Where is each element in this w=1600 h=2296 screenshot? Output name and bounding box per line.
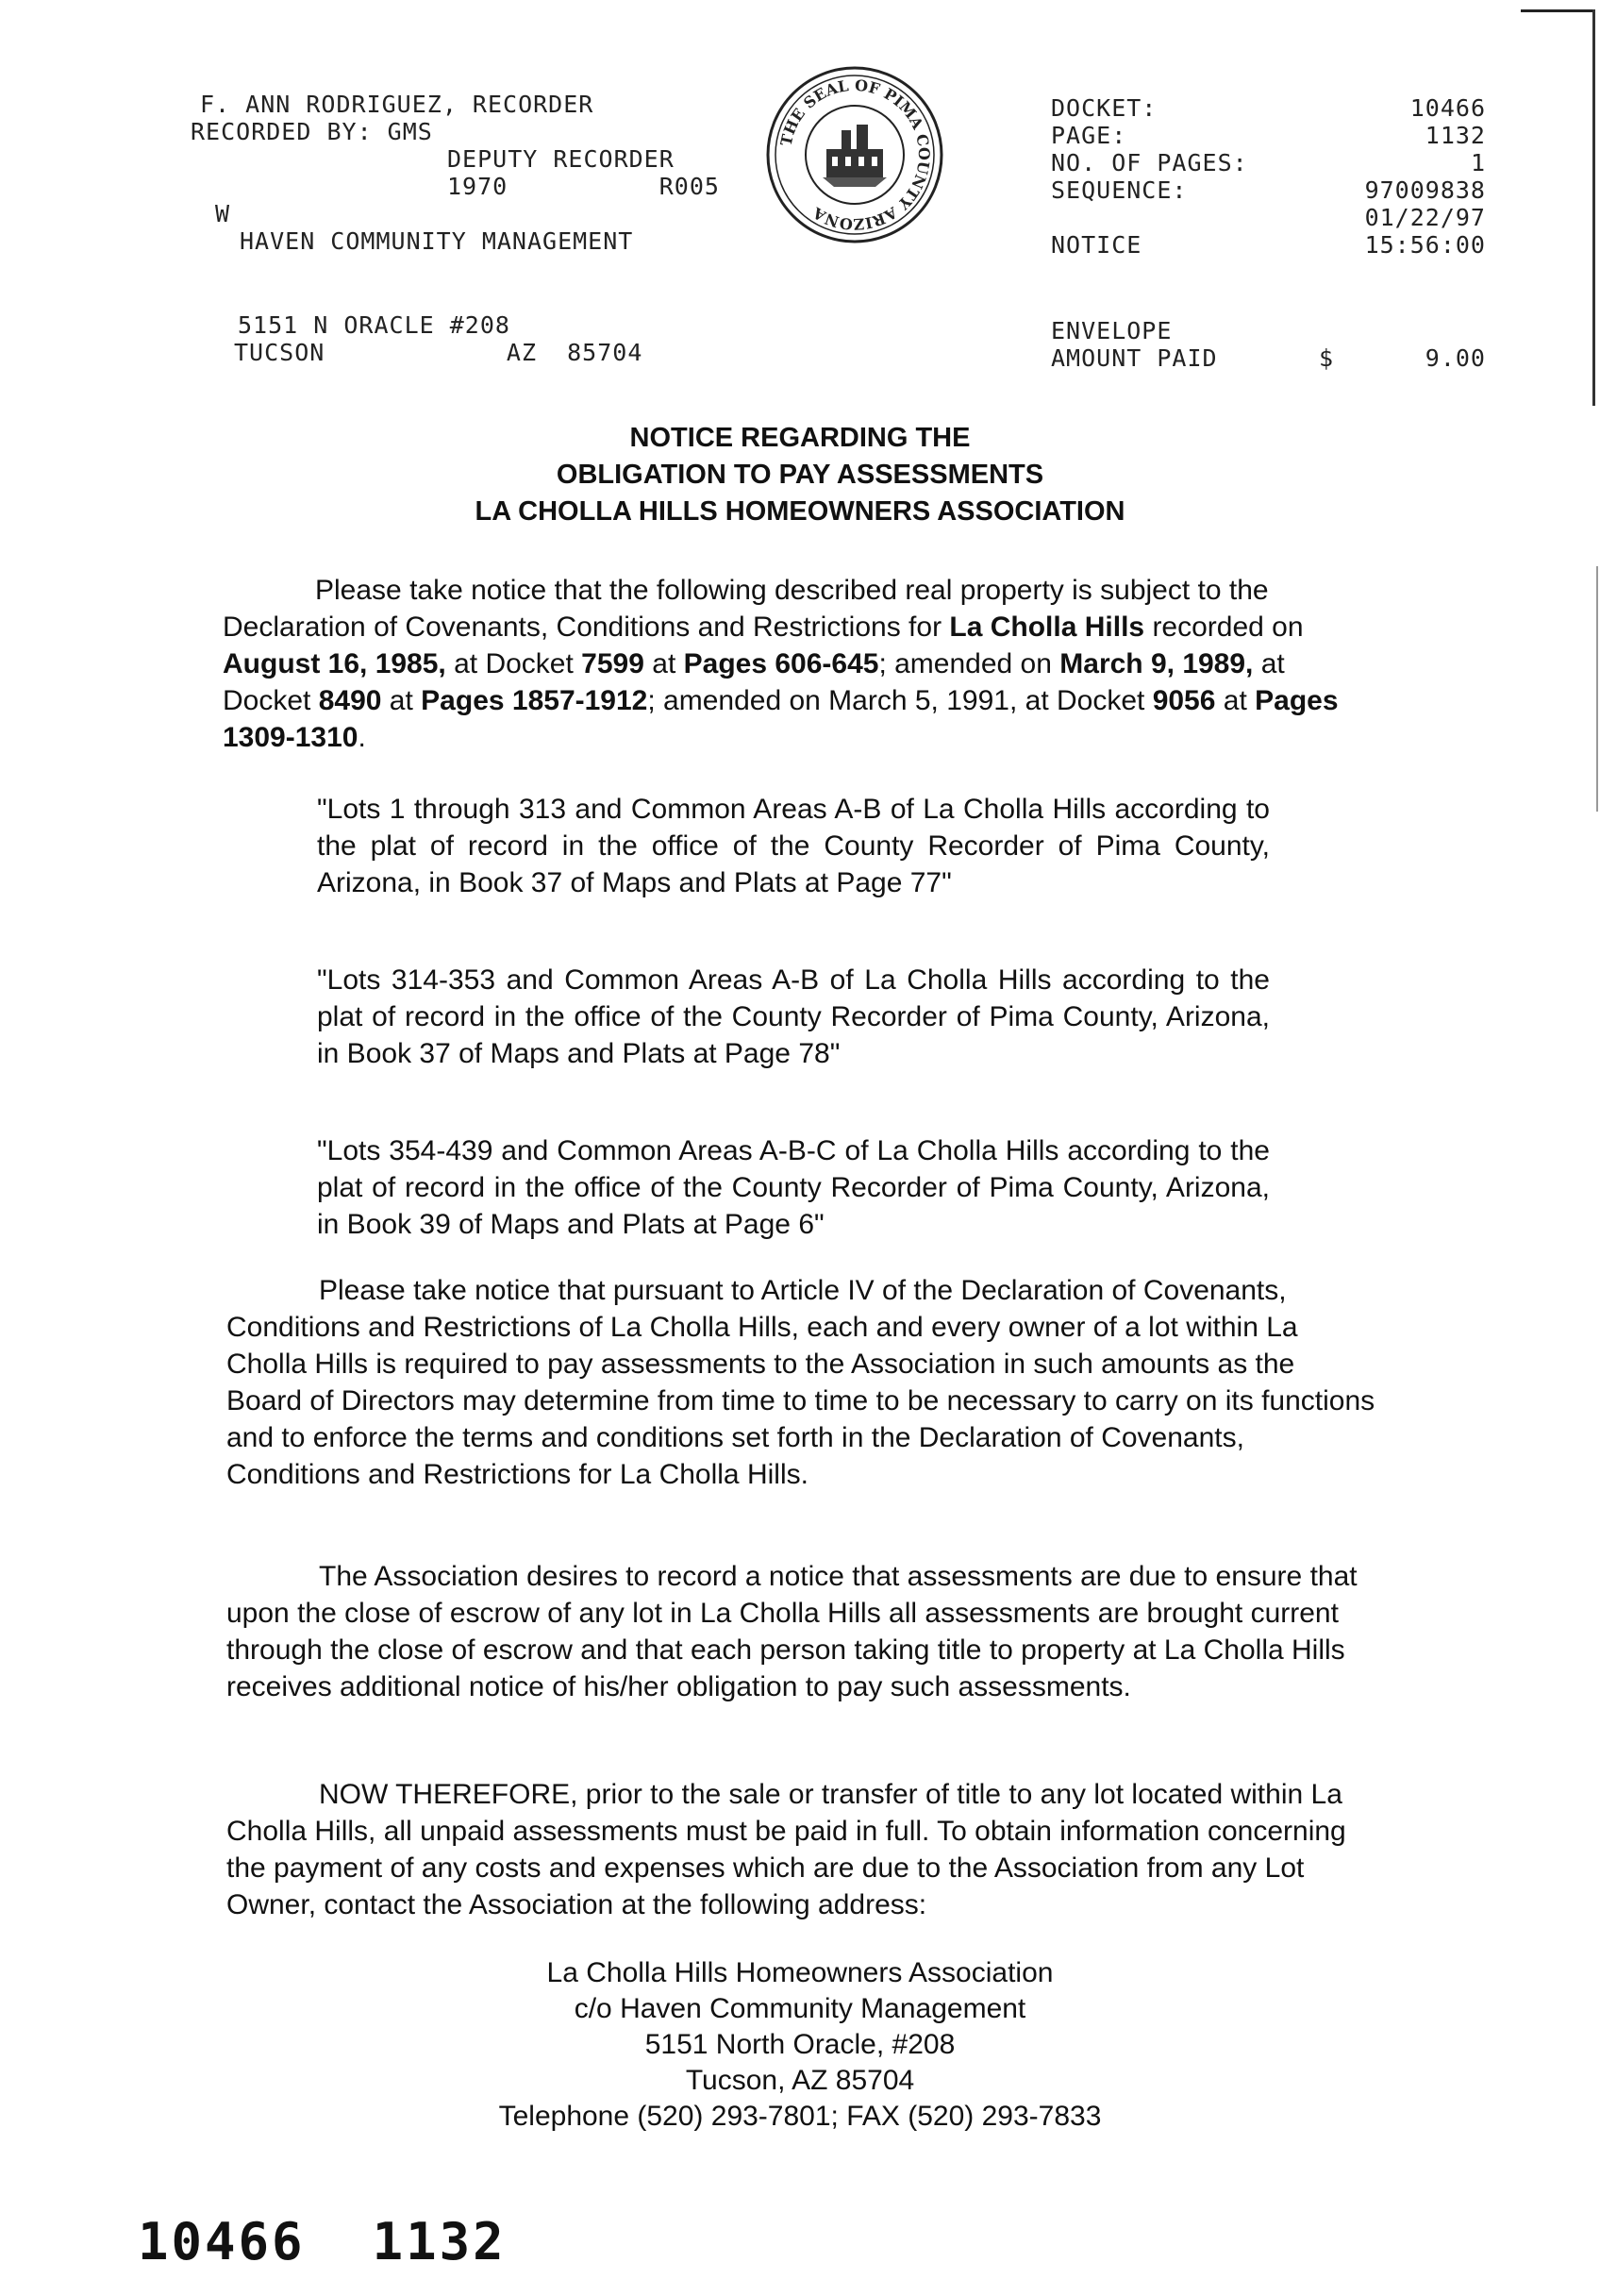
- value-date: 01/22/97: [1364, 204, 1486, 231]
- para2-text: Please take notice that pursuant to Article IV of the Declaration of Covenants, Conditions and Restrictions of La Cholla Hills, each and every owner of a lot within La Cholla Hills is required to pay assessments to the Association in such amounts as the Board of Directors may determine from time to time to be necessary to carry on its functions and to enforce the terms and conditions set forth in the Declaration of Covenants, Conditions and Restrictions for La Cholla Hills.: [226, 1275, 1375, 1490]
- amount-paid-value: 9.00: [1425, 344, 1486, 372]
- notice-title: [283, 420, 1317, 530]
- contact-line-3: 5151 North Oracle, #208: [644, 2029, 956, 2060]
- dollar-sign: $: [1319, 344, 1334, 372]
- para1-bold-pages: Pages 606-645: [683, 648, 879, 679]
- scan-edge-vertical: [1592, 9, 1595, 406]
- label-notice: NOTICE: [1051, 231, 1142, 259]
- envelope-label: ENVELOPE: [1051, 317, 1173, 344]
- address-line-1: 5151 N ORACLE #208: [238, 311, 510, 339]
- association-contact: [283, 1955, 1317, 2135]
- label-sequence: SEQUENCE:: [1051, 176, 1188, 204]
- envelope-block: [1051, 317, 1218, 372]
- para1-bold-date: August 16, 1985,: [223, 648, 446, 679]
- contact-line-4: Tucson, AZ 85704: [685, 2065, 915, 2096]
- para1-text: at Docket: [223, 648, 1285, 716]
- para1-bold-docket: 9056: [1152, 685, 1216, 716]
- paragraph-article-iv: [226, 1272, 1375, 1493]
- paragraph-declaration: [223, 572, 1374, 756]
- para1-text: recorded on: [1144, 612, 1304, 643]
- contact-line-1: La Cholla Hills Homeowners Association: [546, 1957, 1054, 1988]
- title-line-2: OBLIGATION TO PAY ASSESSMENTS: [556, 460, 1044, 490]
- recorded-by: RECORDED BY: GMS: [191, 118, 433, 145]
- lot-description-3: "Lots 354-439 and Common Areas A-B-C of La Cholla Hills according to the plat of record in the office of the County Recorder of Pima County, Arizona, in Book 39 of Maps and Plats at Page 6": [317, 1135, 1270, 1240]
- para1-text: .: [358, 722, 366, 753]
- para1-bold-date: March 9, 1989,: [1059, 648, 1254, 679]
- recorder-code: 1970 R005: [447, 173, 720, 200]
- lot-description-1: "Lots 1 through 313 and Common Areas A-B of La Cholla Hills according to the plat of record in the office of the County Recorder of Pima County, Arizona, in Book 37 of Maps and Plats at Page 77": [317, 794, 1270, 898]
- recorder-name: F. ANN RODRIGUEZ, RECORDER: [200, 91, 594, 118]
- footer-page: 1132: [372, 2212, 507, 2271]
- label-docket: DOCKET:: [1051, 94, 1158, 122]
- recorder-block: [191, 91, 720, 255]
- para3-text: The Association desires to record a notice that assessments are due to ensure that upon the close of escrow of any lot in La Cholla Hills all assessments are brought current through the close of escrow and that each person taking title to property at La Cholla Hills receives additional notice of his/her obligation to pay such assessments.: [226, 1561, 1358, 1702]
- para1-bold-docket: 8490: [318, 685, 382, 716]
- para1-bold-docket: 7599: [581, 648, 644, 679]
- county-seal: [762, 62, 947, 247]
- seal-text: THE SEAL OF PIMA COUNTY ARIZONA: [776, 75, 934, 234]
- contact-line-2: c/o Haven Community Management: [574, 1993, 1026, 2024]
- value-sequence: 97009838: [1364, 176, 1486, 204]
- lot-description-2: "Lots 314-353 and Common Areas A-B of La Cholla Hills according to the plat of record in the office of the County Recorder of Pima County, Arizona, in Book 37 of Maps and Plats at Page 78": [317, 964, 1270, 1069]
- w-mark: W: [215, 200, 231, 227]
- label-no-of-pages: NO. OF PAGES:: [1051, 149, 1248, 176]
- scan-edge-line: [1521, 9, 1592, 12]
- value-time: 15:56:00: [1364, 231, 1486, 259]
- contact-line-5: Telephone (520) 293-7801; FAX (520) 293-7833: [498, 2101, 1102, 2132]
- company-name: HAVEN COMMUNITY MANAGEMENT: [240, 227, 634, 255]
- para1-bold-pages: Pages 1857-1912: [421, 685, 648, 716]
- para1-text: at: [1215, 685, 1256, 716]
- recorder-address: [234, 311, 646, 366]
- value-no-of-pages: 1: [1470, 149, 1486, 176]
- docket-labels: [1051, 94, 1248, 259]
- paragraph-now-therefore: [226, 1776, 1375, 1923]
- docket-values: [1335, 94, 1486, 259]
- value-docket: 10466: [1409, 94, 1486, 122]
- para1-text: ; amended on March 5, 1991, at Docket: [647, 685, 1153, 716]
- scan-edge-vertical-faint: [1596, 566, 1598, 812]
- para1-text: at Docket: [445, 648, 582, 679]
- address-line-2: TUCSON AZ 85704: [234, 339, 643, 366]
- para1-text: ; amended on: [878, 648, 1060, 679]
- para1-text: at: [381, 685, 422, 716]
- para1-bold-name: La Cholla Hills: [949, 612, 1145, 643]
- para1-text: Please take notice that the following described real property is subject to the Declaration of Covenants, Conditions and Restrictions for: [223, 575, 1269, 643]
- para4-text: NOW THEREFORE, prior to the sale or transfer of title to any lot located within La Cholla Hills, all unpaid assessments must be paid in full. To obtain information concerning the payment of any costs and expenses which are due to the Association from any Lot Owner, contact the Association at the following address:: [226, 1779, 1346, 1920]
- value-page: 1132: [1425, 122, 1486, 149]
- seal-building-icon: [823, 125, 887, 187]
- deputy-recorder: DEPUTY RECORDER: [447, 145, 675, 173]
- footer-docket: 10466: [138, 2212, 306, 2271]
- docket-stamp: [138, 2212, 507, 2271]
- title-line-1: NOTICE REGARDING THE: [629, 423, 971, 453]
- title-line-3: LA CHOLLA HILLS HOMEOWNERS ASSOCIATION: [475, 496, 1125, 527]
- paragraph-escrow: [226, 1558, 1375, 1705]
- para1-text: at: [643, 648, 684, 679]
- amount-paid-label: AMOUNT PAID: [1051, 344, 1218, 372]
- para1-bold-pages: Pages 1309-1310: [223, 685, 1339, 753]
- label-page: PAGE:: [1051, 122, 1127, 149]
